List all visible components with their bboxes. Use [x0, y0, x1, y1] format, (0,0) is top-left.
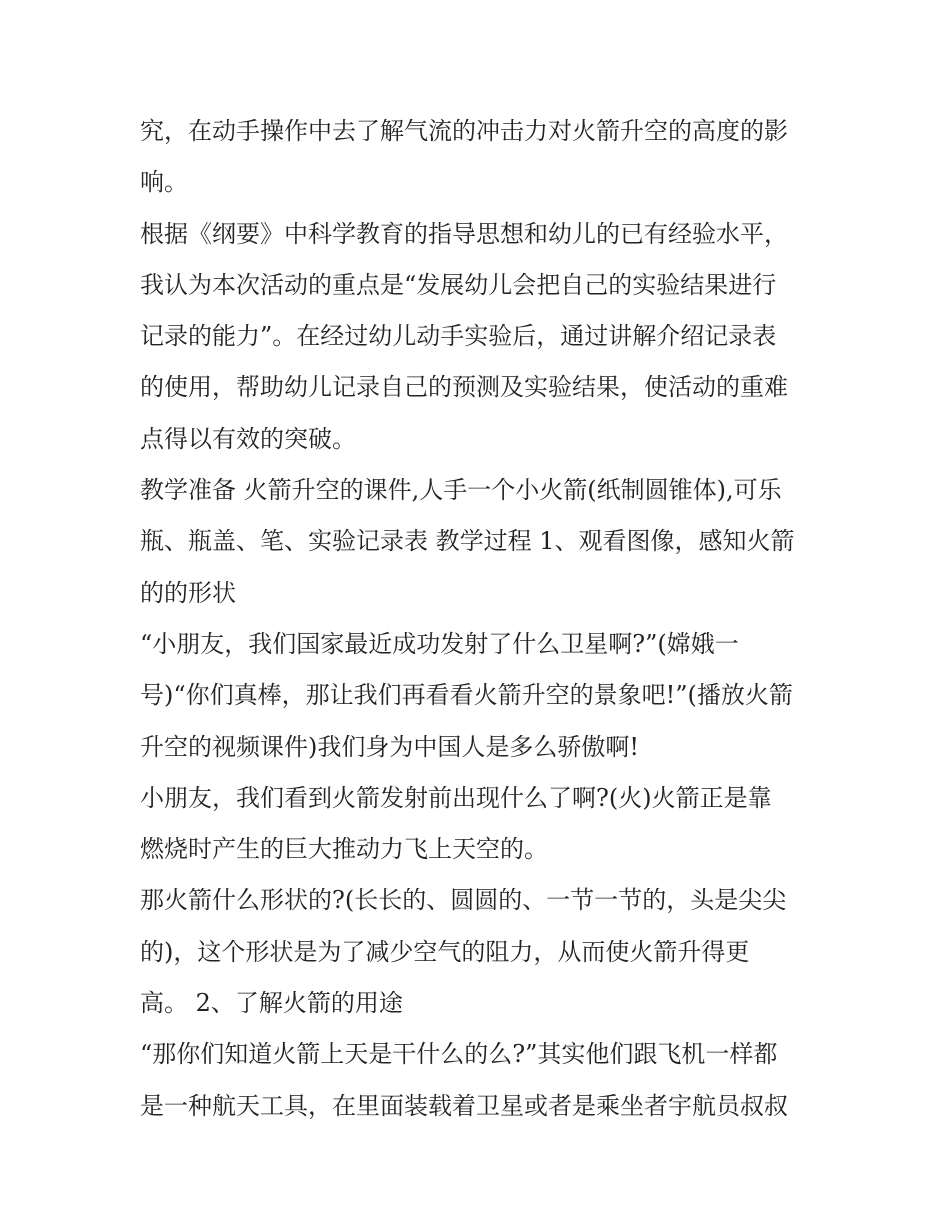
text-line: 记录的能力”。在经过幼儿动手实验后，通过讲解介绍记录表	[140, 322, 777, 351]
text-line: 我认为本次活动的重点是“发展幼儿会把自己的实验结果进行	[140, 270, 777, 299]
text-line: 点得以有效的突破。	[140, 424, 356, 453]
text-line: 的使用，帮助幼儿记录自己的预测及实验结果，使活动的重难	[140, 373, 788, 402]
text-line: 根据《纲要》中科学教育的指导思想和幼儿的已有经验水平，	[140, 219, 788, 248]
text-line: 是一种航天工具，在里面装载着卫星或者是乘坐者宇航员叔叔	[140, 1091, 788, 1120]
text-line: 瓶、瓶盖、笔、实验记录表 教学过程 1、观看图像，感知火箭	[140, 527, 795, 556]
document-body	[140, 106, 820, 1132]
text-line: 号)“你们真棒，那让我们再看看火箭升空的景象吧!”(播放火箭	[140, 681, 793, 710]
text-line: 高。 2、了解火箭的用途	[140, 989, 403, 1018]
text-line: 燃烧时产生的巨大推动力飞上天空的。	[140, 835, 548, 864]
text-line: “小朋友，我们国家最近成功发射了什么卫星啊?”(嫦娥一	[140, 629, 739, 658]
text-line: 教学准备 火箭升空的课件,人手一个小火箭(纸制圆锥体),可乐	[140, 476, 782, 505]
text-line: 升空的视频课件)我们身为中国人是多么骄傲啊!	[140, 732, 640, 761]
text-line: 小朋友，我们看到火箭发射前出现什么了啊?(火)火箭正是靠	[140, 783, 772, 812]
text-line: 响。	[140, 168, 188, 197]
text-line: 的)，这个形状是为了减少空气的阻力，从而使火箭升得更	[140, 937, 750, 966]
text-line: 的的形状	[140, 578, 236, 607]
text-line: 究，在动手操作中去了解气流的冲击力对火箭升空的高度的影	[140, 117, 788, 145]
text-line: 那火箭什么形状的?(长长的、圆圆的、一节一节的，头是尖尖	[140, 886, 787, 915]
text-line: “那你们知道火箭上天是干什么的么?”其实他们跟飞机一样都	[140, 1040, 778, 1069]
